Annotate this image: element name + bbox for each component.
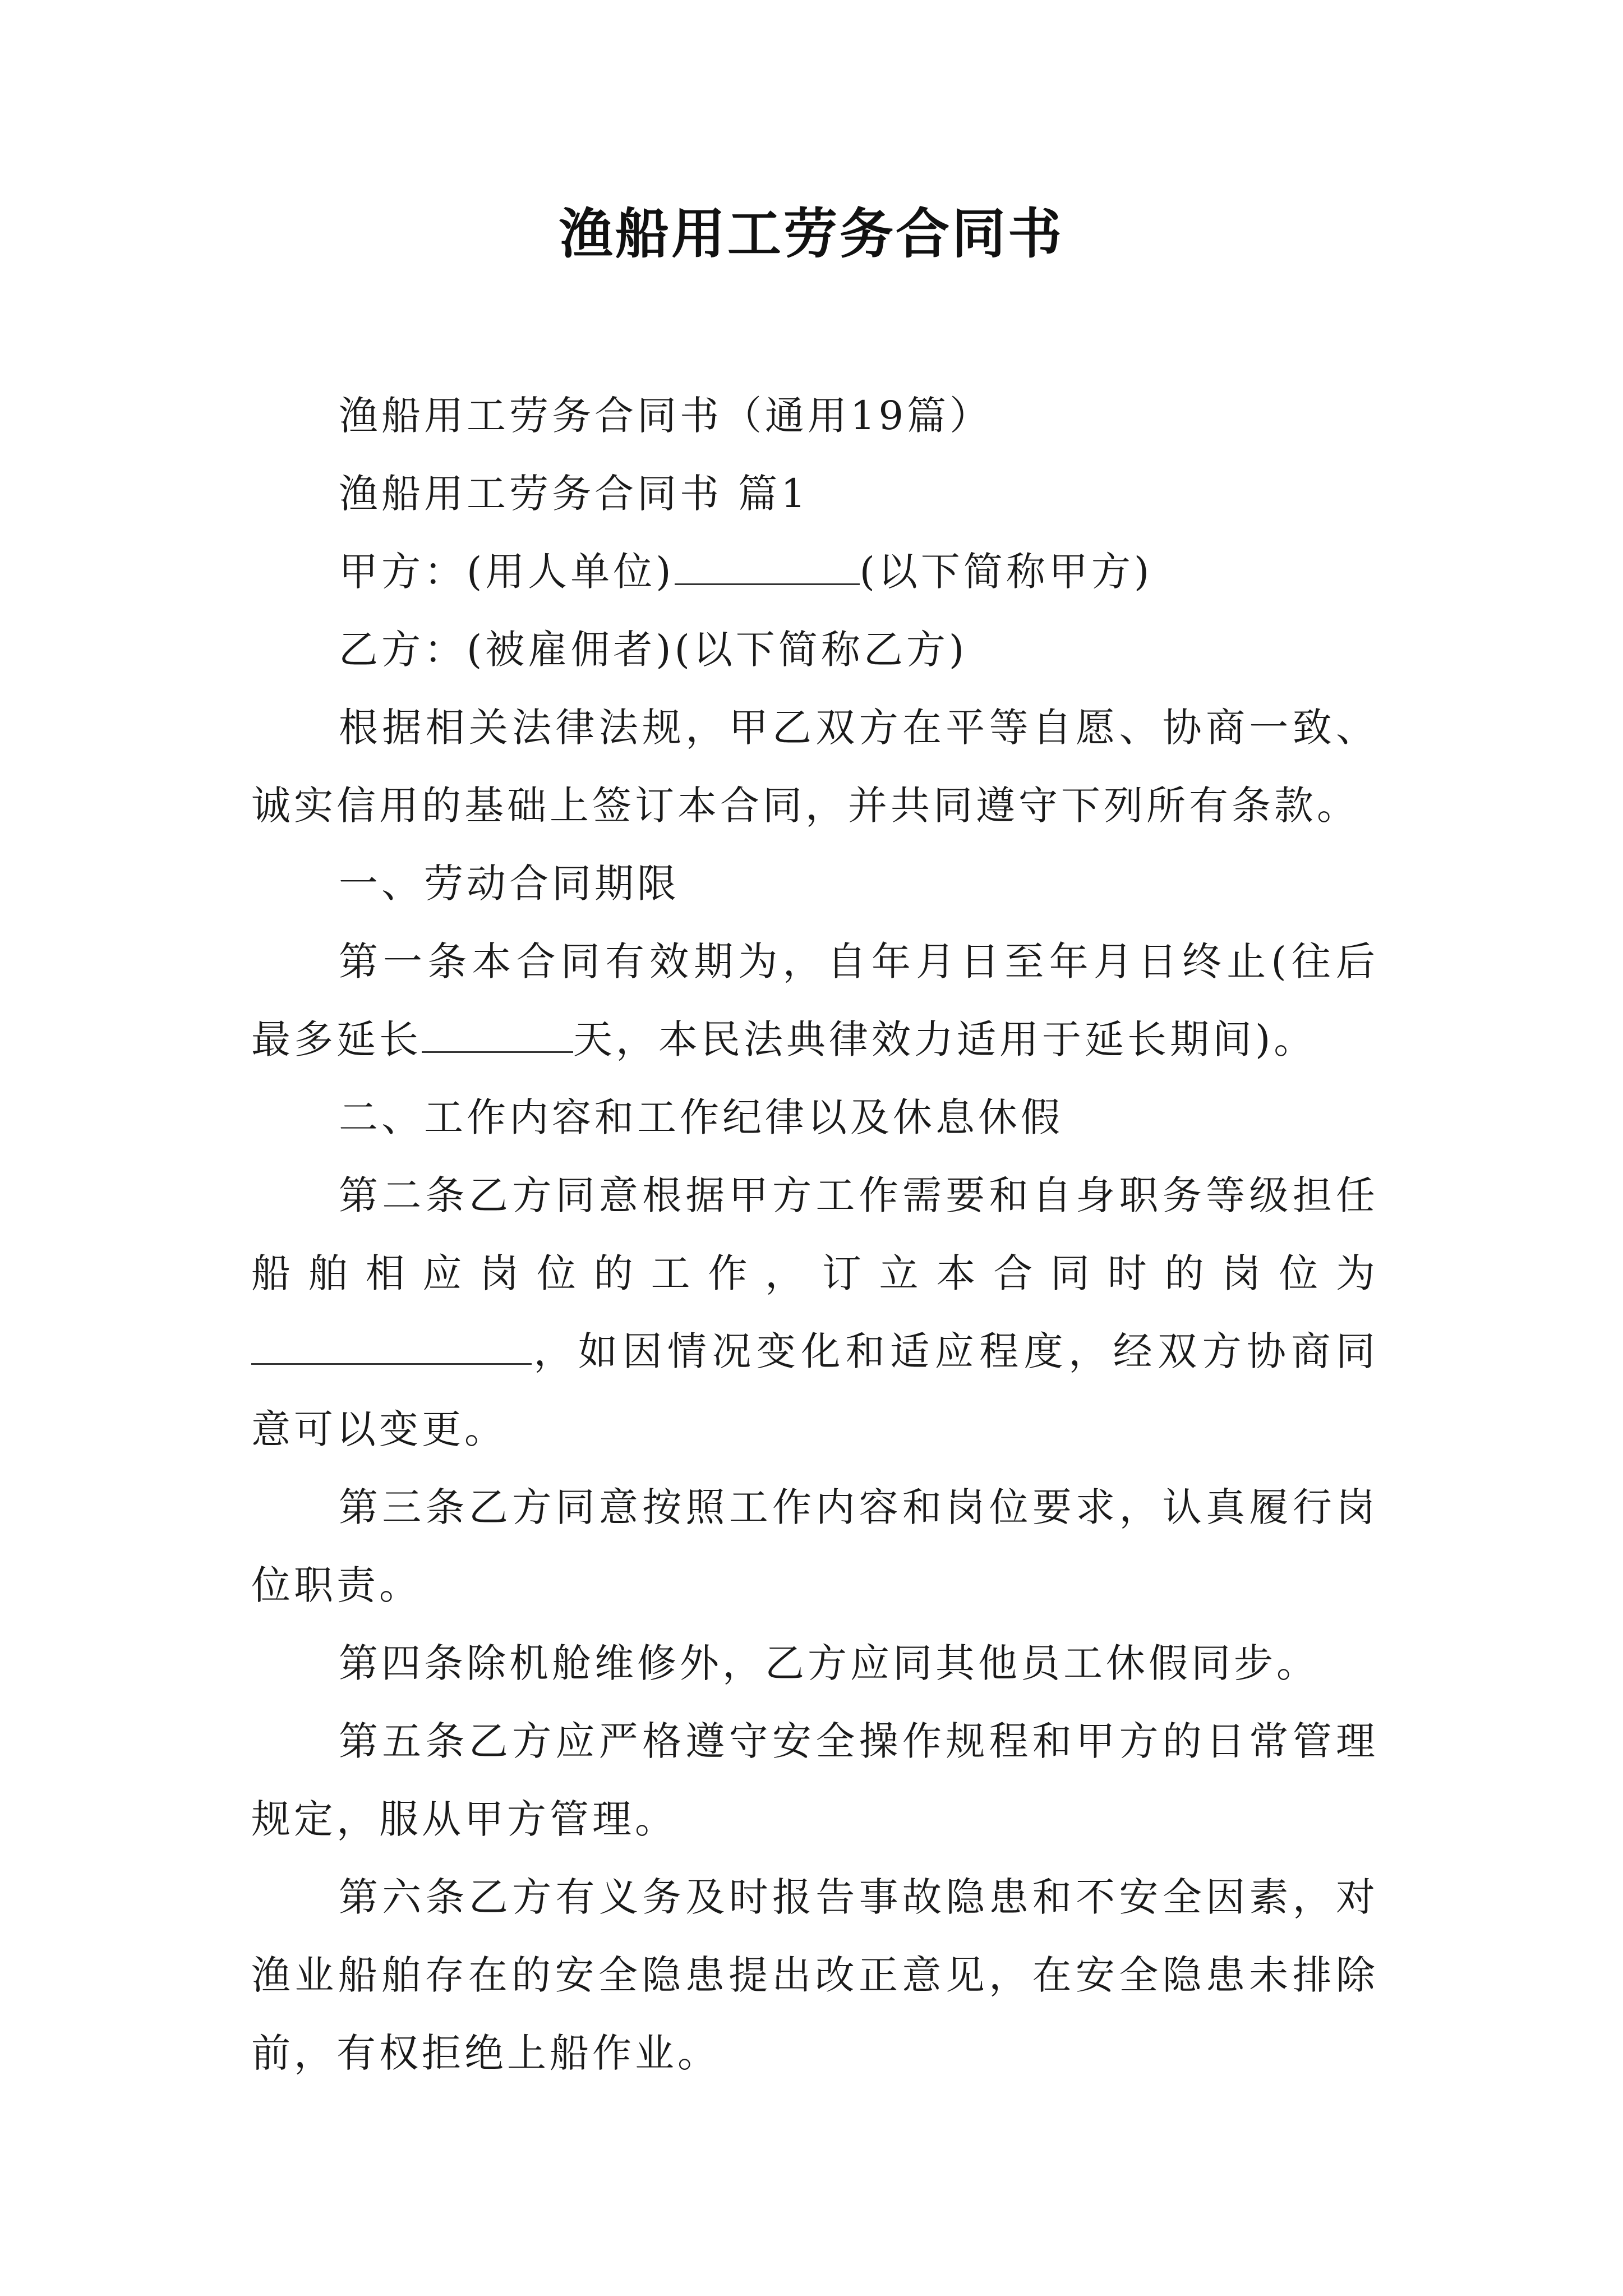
article-1-text-end: 天，本民法典律效力适用于延长期间)。 [573,1016,1317,1062]
document-title: 渔船用工劳务合同书 [559,203,1064,265]
section-2-heading: 二、工作内容和工作纪律以及休息休假 [339,1094,1063,1140]
document-subtitle: 渔船用工劳务合同书（通用19篇） [339,393,993,439]
section-1-heading: 一、劳动合同期限 [339,861,680,907]
article-6: 第六条乙方有义务及时报告事故隐患和不安全因素，对渔业船舶存在的安全隐患提出改正意见，在安全隐患未排除前，有权拒绝上船作业。 [251,1874,1378,2076]
article-2-text: 第二条乙方同意根据甲方工作需要和自身职务等级担任船舶相应岗位的工作，订立本合同时的岗位为 [251,1172,1378,1296]
article-1-blank [422,1016,573,1053]
party-a-suffix: (以下简称甲方) [859,549,1153,595]
party-a-line [251,533,1378,611]
party-b-line: 乙方：(被雇佣者)(以下简称乙方) [339,627,968,673]
article-2-text-end: ，如因情况变化和适应程度，经双方协商同意可以变更。 [251,1328,1378,1452]
document-body [251,377,1378,2092]
preamble-paragraph: 根据相关法律法规，甲乙双方在平等自愿、协商一致、诚实信用的基础上签订本合同，并共同遵守下列所有条款。 [251,705,1378,829]
article-2 [251,1157,1378,1469]
article-4: 第四条除机舱维修外，乙方应同其他员工休假同步。 [339,1640,1319,1686]
party-a-label: 甲方：(用人单位) [339,549,675,595]
part-heading: 渔船用工劳务合同书 篇1 [339,471,809,517]
article-1-text: 第一条本合同有效期为，自年月日至年月日终止(往后最多延长 [251,938,1378,1062]
article-2-blank [251,1328,532,1365]
article-5: 第五条乙方应严格遵守安全操作规程和甲方的日常管理规定，服从甲方管理。 [251,1718,1378,1842]
article-1 [251,923,1378,1079]
article-3: 第三条乙方同意按照工作内容和岗位要求，认真履行岗位职责。 [251,1484,1378,1608]
party-a-blank [675,549,860,585]
